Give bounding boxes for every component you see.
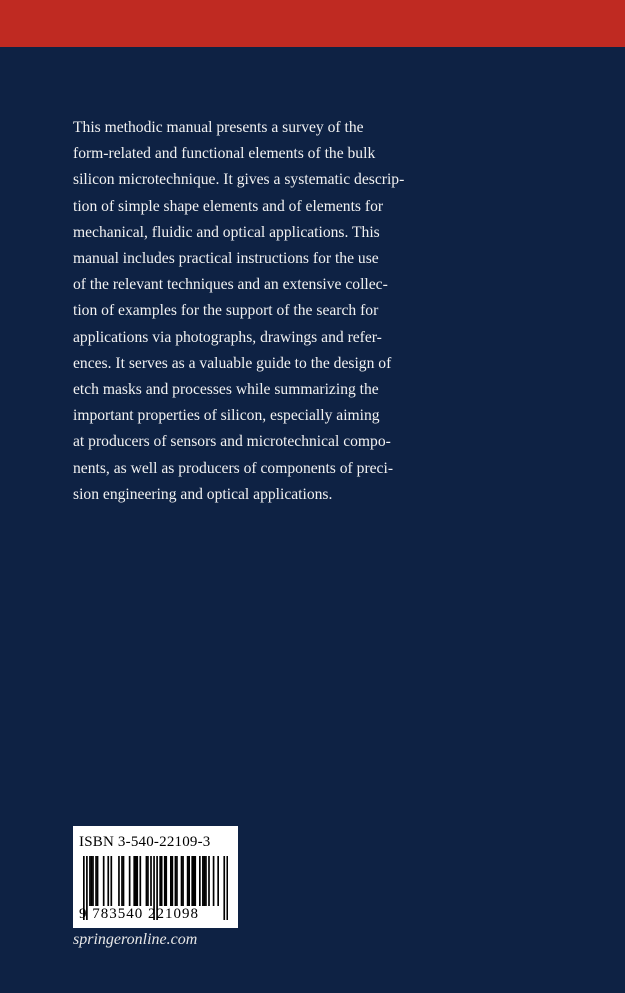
barcode-bar [129,856,131,906]
blurb-line: form-related and functional elements of the bulk [73,145,376,163]
blurb-line: mechanical, fluidic and optical applications. This [73,223,380,241]
barcode-bar [121,856,123,906]
blurb-line: applications via photographs, drawings and refer- [73,328,382,346]
barcode-bar [191,856,193,906]
barcode-bar [181,856,183,906]
barcode-bar [208,856,210,906]
blurb-line: of the relevant techniques and an extensive collec- [73,276,388,294]
barcode-bar [110,856,112,906]
barcode-bar [97,856,99,906]
publisher-website: springeronline.com [73,931,198,948]
barcode-bar [103,856,105,906]
barcode-bar [147,856,149,906]
blurb-line: important properties of silicon, especially aiming [73,407,380,425]
barcode-bar [188,856,190,906]
barcode-bar [164,856,166,906]
barcode-bar [92,856,94,906]
barcode-bar [204,856,206,906]
barcode-bar [161,856,163,906]
back-cover-blurb [73,115,433,508]
blurb-line: nents, as well as producers of components of preci- [73,459,394,477]
barcode-bar [205,856,207,906]
barcode-bar [146,856,148,906]
barcode-bar [133,856,135,906]
blurb-line: ences. It serves as a valuable guide to the design of [73,354,392,372]
isbn-label: ISBN 3-540-22109-3 [79,834,211,850]
barcode-bar [107,856,109,906]
barcode-bar [170,856,172,906]
barcode-bar [136,856,138,906]
barcode-bar [213,856,215,906]
top-color-band [0,0,625,47]
barcode-bar [176,856,178,906]
ean-digits: 9 783540 221098 [79,906,199,922]
blurb-line: sion engineering and optical applications. [73,485,333,503]
barcode-bar [182,856,184,906]
barcode-bar [194,856,196,906]
barcode-bar [135,856,137,906]
barcode-bar [159,856,161,906]
blurb-line: etch masks and processes while summarizing the [73,381,379,399]
barcode-bar [199,856,201,906]
barcode-bar [187,856,189,906]
blurb-line: tion of simple shape elements and of elements for [73,197,384,215]
barcode-bar [91,856,93,906]
barcode-bar [118,856,120,906]
blurb-line: silicon microtechnique. It gives a systematic descrip- [73,171,405,189]
blurb-line: This methodic manual presents a survey of the [73,119,364,136]
barcode-bar [95,856,97,906]
barcode-bar [223,856,225,920]
barcode-bar [139,856,141,906]
barcode-bar [175,856,177,906]
blurb-line: manual includes practical instructions for the use [73,250,379,268]
barcode-bar [193,856,195,906]
barcode-bar [89,856,91,906]
barcode-bar [217,856,219,906]
barcode-bar [226,856,228,920]
barcode-bar [202,856,204,906]
blurb-line: tion of examples for the support of the search for [73,302,379,320]
barcode-bar [150,856,152,906]
barcode-bar [172,856,174,906]
barcode-bar [123,856,125,906]
barcode-bar [165,856,167,906]
isbn-barcode-panel [73,826,238,928]
blurb-line: at producers of sensors and microtechnical compo- [73,433,391,451]
